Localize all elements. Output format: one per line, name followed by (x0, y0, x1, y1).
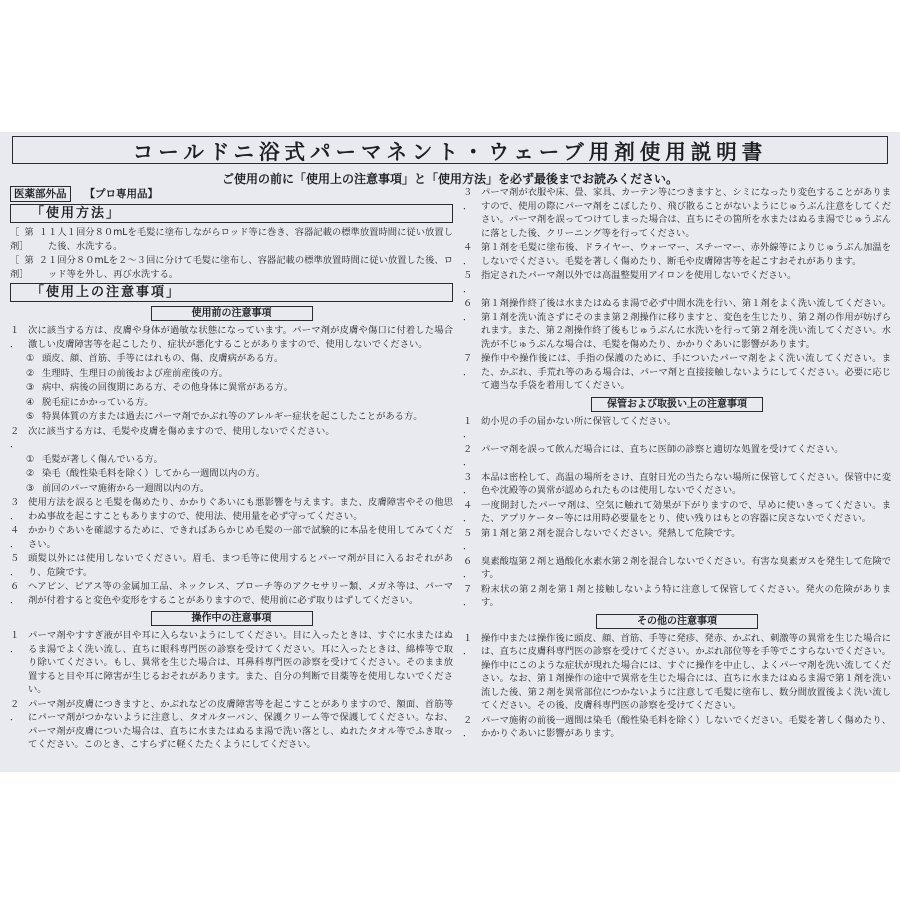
item-text: 次に該当する方は、皮膚や身体が過敏な状態になっています。パーマ剤が皮膚や傷口に付着した場合激しい皮膚障害等を起こしたり、症状が悪化することがありますので、使用しないでください。 (28, 325, 453, 350)
item-number: ２． (10, 698, 20, 723)
item-number: １． (463, 632, 473, 657)
item-number: ６． (463, 298, 473, 323)
sub-list-item (10, 367, 453, 381)
storage-heading: 保管および取扱い上の注意事項 (591, 397, 763, 412)
item-text: 病中、病後の回復期にある方、その他身体に異常がある方。 (42, 382, 294, 393)
item-text: 第１剤操作終了後は水またはぬるま湯で必ず中間水洗を行い、第１剤をよく洗い流してください。第１剤を洗い流さずにそのまま第２剤操作に移りますと、変色を生じたり、第２剤の作用が妨げられます。また、第２剤操作終了後もじゅうぶんに水洗いを行って第２剤を洗い流してください。水洗が不じゅうぶんな場合は、毛髪を傷めたり、かかりぐあいに影響があります。 (481, 298, 891, 350)
item-text: 染毛（酸性染毛料を除く）してから一週間以内の方。 (42, 468, 266, 479)
item-text: 毛髪が著しく傷んでいる方。 (42, 453, 163, 465)
item-number: ７． (463, 583, 473, 608)
item-text: ヘアピン、ピアス等の金属加工品、ネックレス、ブローチ等のアクセサリー類、メガネ等は、パーマ剤が付着すると変色や変形をすることがありますので、使用前に必ず取りはずしてください。 (28, 581, 453, 606)
item-number: ④ (26, 396, 35, 408)
professional-use-label: 【プロ専用品】 (84, 188, 158, 200)
before-use-list (10, 324, 453, 607)
read-before-use-notice: ご使用の前に「使用上の注意事項」と「使用方法」を必ず最後までお読みください。 (221, 172, 678, 186)
item-text: 特異体質の方または過去にパーマ剤でかぶれ等のアレルギー症状を起こしたことがある方。 (42, 411, 423, 422)
list-item (10, 324, 453, 351)
list-item (463, 241, 891, 268)
during-use-heading: 操作中の注意事項 (151, 611, 313, 626)
item-number: ６． (10, 581, 20, 606)
item-number: ② (26, 367, 35, 379)
other-notes-heading: その他の注意事項 (596, 614, 758, 629)
list-item (463, 269, 891, 296)
list-item (463, 527, 891, 554)
item-text: 操作中や操作後には、手指の保護のために、手についたパーマ剤をよく洗い流してください。また、かぶれ、手荒れ等のある場合は、パーマ剤と直接接触しないようにしてください。必要に応じて適当な手袋を着用してください。 (481, 353, 891, 391)
item-text: 指定されたパーマ剤以外では高温整髪用アイロンを使用しないでください。 (481, 270, 797, 281)
quasi-drug-label: 医薬部外品 (10, 186, 71, 202)
item-text: 第１剤を毛髪に塗布後、ドライヤー、ウォーマー、スチーマー、赤外線等によりじゅうぶん加温をしないでください。毛髪を著しく傷めたり、断毛や皮膚障害等を起こすおそれがあります。 (481, 242, 891, 267)
item-number: ５． (463, 527, 473, 552)
list-item (463, 632, 891, 713)
usage-list (10, 226, 453, 281)
item-text: 臭素酸塩第２剤と過酸化水素水第２剤を混合しないでください。有害な臭素ガスを発生して危険です。 (481, 555, 891, 580)
sub-list-item (10, 381, 453, 395)
item-number: ３． (463, 471, 473, 496)
list-item (463, 352, 891, 393)
other-notes-list (463, 632, 891, 741)
item-number: ７． (463, 353, 473, 378)
item-number: ① (26, 453, 35, 465)
sub-list-item (10, 396, 453, 410)
item-number: ３． (463, 187, 473, 212)
item-number: １． (10, 630, 20, 655)
item-number: ２． (463, 714, 473, 739)
item-number: ４． (463, 242, 473, 267)
item-text: 粉末状の第２剤を第１剤と接触しないよう特に注意して保管してください。発火の危険があります。 (481, 583, 891, 608)
item-number: １． (10, 325, 20, 350)
list-item (10, 552, 453, 579)
item-text: パーマ剤やすすぎ液が目や耳に入らないようにしてください。目に入ったときは、すぐに水またはぬるま湯でよく洗い流し、直ちに眼科専門医の診察を受けてください。耳に入ったときは、綿棒等で取り除いてください。もし、異常を生じた場合は、耳鼻科専門医の診察を受けてください。そのまま放置すると目や耳に障害が生じるおそれがあります。また、自分の判断で目薬等を使用しないでください。 (28, 630, 453, 695)
list-item (463, 555, 891, 582)
storage-list (463, 415, 891, 610)
list-item (463, 583, 891, 610)
list-item (10, 496, 453, 523)
cautions-section-heading: 「使用上の注意事項」 (10, 283, 453, 302)
list-item (10, 524, 453, 551)
left-column (10, 186, 453, 753)
instruction-sheet (0, 132, 900, 772)
list-item (463, 443, 891, 470)
usage-item: ［第１剤］ １人１回分８０mLを毛髪に塗布しながらロッド等に巻き、容器記載の標準放置時間に従い放置した後、水洗する。 (10, 227, 453, 252)
list-item (463, 471, 891, 498)
during-use-list-continued (463, 186, 891, 393)
item-number: ２． (463, 443, 473, 468)
item-number: ４． (10, 525, 20, 550)
item-text: かかりぐあいを確認するために、できればあらかじめ毛髪の一部で試験的に本品を使用してみてください。 (28, 525, 453, 550)
list-item (463, 297, 891, 351)
item-text: 前回のパーマ施術から一週間以内の方。 (42, 482, 210, 494)
item-text: 第１剤と第２剤を混合しないでください。発熱して危険です。 (481, 527, 741, 539)
sub-list-item (10, 352, 453, 366)
item-text: パーマ剤が皮膚につきますと、かぶれなどの皮膚障害等を起こすことがありますので、額面、首筋等にパーマ剤がつかないように注意し、タオルターバン、保護クリーム等で保護してください。なお、パーマ剤が皮膚についた場合は、直ちに水またはぬるま湯で洗い落とし、ぬれたタオル等でふき取ってください。このとき、こすらずに軽くたたくようにしてください。 (28, 698, 453, 750)
usage-item: ［第２剤］ １回分８０mLを２～３回に分けて毛髪に塗布し、容器記載の標準放置時間に従い放置した後、ロッド等を外し、再び水洗する。 (10, 255, 453, 280)
item-number: ２． (10, 425, 20, 450)
sub-list-item (10, 453, 453, 467)
item-text: 使用方法を誤ると毛髪を傷めたり、かかりぐあいにも悪影響を与えます。また、皮膚障害やその他思わぬ事故を起こすこともありますので、使用法、使用量を必ず守ってください。 (28, 497, 453, 522)
list-item (463, 499, 891, 526)
item-number: ③ (26, 382, 35, 393)
list-item (10, 580, 453, 607)
item-text: パーマ剤を誤って飲んだ場合には、直ちに医師の診察と適切な処置を受けてください。 (481, 443, 844, 455)
usage-section-heading: 「使用方法」 (10, 204, 453, 223)
item-text: パーマ施術の前後一週間は染毛（酸性染毛料を除く）しないでください。毛髪を著しく傷めたり、かかりぐあいに影響があります。 (481, 714, 891, 739)
item-number: １． (463, 415, 473, 440)
item-number: ５． (10, 553, 20, 578)
list-item (463, 186, 891, 240)
item-text: 次に該当する方は、毛髪や皮膚を傷めますので、使用しないでください。 (28, 425, 335, 437)
item-number: ① (26, 353, 35, 364)
item-text: 幼小児の手の届かない所に保管してください。 (481, 415, 677, 427)
item-number: ６． (463, 555, 473, 580)
item-number: ３． (10, 497, 20, 522)
item-number: ４． (463, 499, 473, 524)
sub-list-item (10, 482, 453, 496)
sub-list-item (10, 410, 453, 424)
document-title: コールドニ浴式パーマネント・ウェーブ用剤使用説明書 (12, 136, 888, 164)
list-item (10, 698, 453, 752)
list-item (10, 425, 453, 452)
item-number: ③ (26, 482, 35, 494)
item-text: 生理時、生理日の前後および産前産後の方。 (42, 367, 228, 379)
during-use-list (10, 629, 453, 752)
item-text: 一度開封したパーマ剤は、空気に触れて効果が下がりますので、早めに使いきってください。また、アプリケーター等には用時必要量をとり、使い残りはもとの容器に戻さないでください。 (481, 499, 891, 524)
right-column (463, 186, 891, 742)
sub-list-item (10, 467, 453, 481)
item-text: パーマ剤が衣服や床、畳、家具、カーテン等につきますと、シミになったり変色することがありますので、使用の際にパーマ剤をこぼしたり、飛び散ることがないようにじゅうぶん注意をしてください。パーマ剤を誤ってつけてしまった場合は、直ちにその箇所を水またはぬるま湯でじゅうぶんに落とした後、クリーニング等を行ってください。 (481, 187, 891, 239)
item-number: ⑤ (26, 411, 35, 422)
list-item (463, 415, 891, 442)
item-text: 頭髪以外には使用しないでください。眉毛、まつ毛等に使用するとパーマ剤が目に入るおそれがあり、危険です。 (28, 553, 453, 578)
list-item (10, 629, 453, 697)
list-item (463, 714, 891, 741)
item-text: 頭皮、顔、首筋、手等にはれもの、傷、皮膚病がある方。 (42, 353, 284, 364)
item-number: ② (26, 468, 35, 479)
before-use-heading: 使用前の注意事項 (151, 306, 313, 321)
item-number: ５． (463, 270, 473, 295)
item-text: 脱毛症にかかっている方。 (42, 396, 154, 408)
item-text: 操作中または操作後に頭皮、顔、首筋、手等に発疹、発赤、かぶれ、刺激等の異常を生じた場合には、直ちに皮膚科専門医の診察を受けてください。かぶれ部位等を手等でこすらないでください。操作中にこのような症状が現れた場合には、すぐに操作を中止し、よくパーマ剤を洗い流してください。なお、第１剤操作の途中で異常を生じた場合には、直ちに水またはぬるま湯で第１剤を洗い流した後、第２剤を異常部位につかないように注意して毛髪に塗布し、数分間放置後よく洗い流してください。その後、皮膚科専門医の診察を受けてください。 (481, 632, 891, 711)
product-tags (10, 186, 453, 202)
item-text: 本品は密栓して、高温の場所をさけ、直射日光の当たらない場所に保管してください。保管中に変色や沈殿等の異常が認められたものは使用しないでください。 (481, 471, 891, 496)
